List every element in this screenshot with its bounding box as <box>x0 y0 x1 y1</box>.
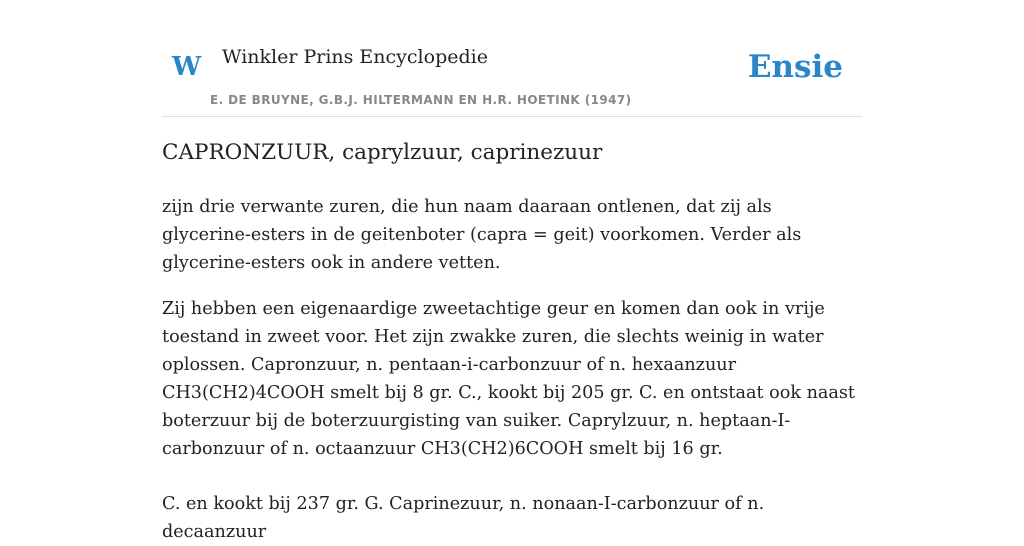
article-title: CAPRONZUUR, caprylzuur, caprinezuur <box>162 140 603 165</box>
ensie-logo[interactable]: Ensie <box>747 49 843 85</box>
winkler-prins-logo[interactable]: W <box>172 52 202 82</box>
article-paragraph: Zij hebben een eigenaardige zweetachtige geur en komen dan ook in vrije toestand in zweet voor. Het zijn zwakke zuren, die slechts weinig in water oplossen. Capronzuur, n. pentaan-i-carbonzuur of n. hexaanzuur CH3(CH2)4COOH smelt bij 8 gr. C., kookt bij 205 gr. C. en ontstaat ook naast boterzuur bij de boterzuurgisting van suiker. Caprylzuur, n. heptaan-I-carbonzuur of n. octaanzuur CH3(CH2)6COOH smelt bij 16 gr. <box>162 299 855 459</box>
site-header <box>162 0 862 117</box>
article-paragraph: zijn drie verwante zuren, die hun naam daaraan ontlenen, dat zij als glycerine-esters in de geitenboter (capra = geit) voorkomen. Verder als glycerine-esters ook in andere vetten. <box>162 197 802 273</box>
publication-title[interactable]: Winkler Prins Encyclopedie <box>222 46 488 68</box>
article-paragraph: C. en kookt bij 237 gr. G. Caprinezuur, n. nonaan-I-carbonzuur of n. decaanzuur <box>162 494 765 542</box>
page <box>162 0 862 542</box>
publication-authors: E. DE BRUYNE, G.B.J. HILTERMANN EN H.R. HOETINK (1947) <box>210 93 632 107</box>
